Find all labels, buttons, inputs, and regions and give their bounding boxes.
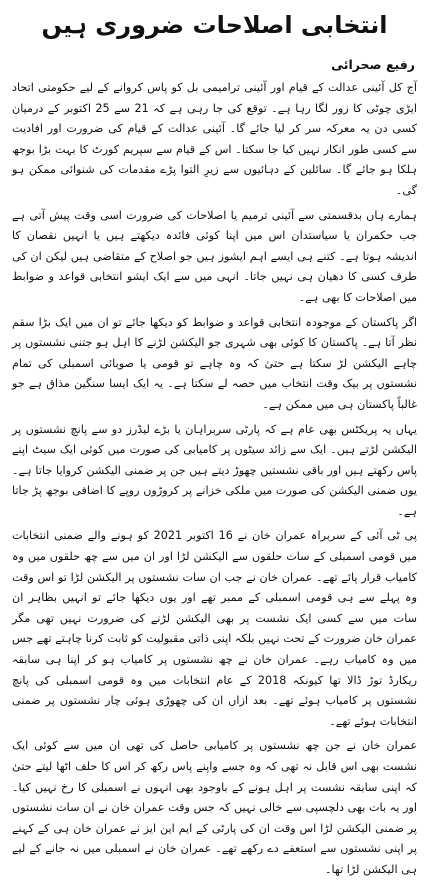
paragraph-5: پی ٹی آئی کے سربراہ عمران خان نے 16 اکتوبر 2021 کو ہونے والے ضمنی انتخابات میں قومی اسمبلی کے سات حلقوں سے الیکشن لڑا اور ان میں سے چھ حلقوں میں وہ کامیاب قرار پائے تھے۔ عمران خان نے جب ان سات نشستوں پر الیکشن لڑا تو اس وقت وہ پہلے سے ہی قومی اسمبلی کے ممبر تھے اور یوں دیکھا جائے تو انہیں بظاہر ان سات میں سے کسی ایک نشست پر بھی الیکشن لڑنے کی ضرورت نہیں تھی مگر عمران خان ضرورت کے تحت نہیں بلکہ اپنی ذاتی مقبولیت کو ثابت کرنا چاہتے تھے جس میں وہ کامیاب رہے۔ عمران خان نے چھ نشستوں پر کامیاب ہو کر اپنا ہی سابقہ ریکارڈ توڑ ڈالا تھا کیونکہ 2018 کے عام انتخابات میں وہ قومی اسمبلی کی پانچ نشستوں پر کامیاب ہوئے تھے۔ بعد ازاں ان کی چھوڑی ہوئی چار نشستوں پر ضمنی انتخابات ہوئے تھے۔ <box>12 529 417 728</box>
paragraph-2: ہمارے ہاں بدقسمتی سے آئینی ترمیم یا اصلاحات کی ضرورت اسی وقت پیش آتی ہے جب حکمران یا سیاستدان اس میں اپنا کوئی فائدہ دیکھتے ہیں یا انہیں نقصان کا اندیشہ ہوتا ہے۔ کتنے ہی ایسے اہم ایشوز ہیں جو اصلاح کے متقاضی ہیں لیکن ان کی طرف کسی کا دھیان ہی نہیں جاتا۔ انہی میں سے ایک ایشو انتخابی قواعد و ضوابط میں اصلاحات کا بھی ہے۔ <box>12 208 417 304</box>
author-byline: رفیع صحرائی <box>331 57 415 72</box>
paragraph-6: عمران خان نے جن چھ نشستوں پر کامیابی حاصل کی تھی ان میں سے کوئی ایک نشست بھی اس قابل نہ تھی کہ وہ جسے واپنے پاس رکھ کر اس کا حلف اٹھا لیتے حتیٰ کہ اپنی سابقہ نشست پر اہل ہونے کے باوجود بھی انہوں نے اسمبلی کا رخ نہیں کیا۔ اور یہ بات بھی دلچسپی سے خالی نہیں کہ جس وقت عمران خان نے ان سات نشستوں پر ضمنی الیکشن لڑا اس وقت ان کی پارٹی کے ایم این ایز نے عمران خان ہی کے کہنے پر اپنی نشستوں سے استعفے دے رکھے تھے۔ عمران خان نے اسمبلی میں نہ جانے کے لیے ہی الیکشن لڑا تھا۔ <box>12 739 417 876</box>
paragraph-3: اگر پاکستان کے موجودہ انتخابی قواعد و ضوابط کو دیکھا جائے تو ان میں ایک بڑا سقم نظر آتا ہے۔ پاکستان کا کوئی بھی شہری جو الیکشن لڑنے کا اہل ہو جتنی نشستوں پر چاہے الیکشن لڑ سکتا ہے حتیٰ کہ وہ چاہے تو قومی یا صوبائی اسمبلی کی تمام نشستوں پر بیک وقت انتخاب میں حصہ لے سکتا ہے۔ یہ ایک ایسا سنگین مذاق ہے جو غالباً پاکستان ہی میں ممکن ہے۔ <box>12 315 417 411</box>
paragraph-4: یہاں یہ پریکٹس بھی عام ہے کہ پارٹی سربراہان یا بڑے لیڈرز دو سے پانچ نشستوں پر الیکشن لڑتے ہیں۔ ایک سے زائد سیٹوں پر کامیابی کی صورت میں کوئی ایک سیٹ اپنے پاس رکھتے ہیں اور باقی نشستیں چھوڑ دیتے ہیں جن پر ضمنی الیکشن کروایا جاتا ہے۔ یوں ضمنی الیکشن کی صورت میں ملکی خزانے پر کروڑوں روپے کا اضافی بوجھ پڑ جاتا ہے۔ <box>12 422 417 518</box>
article-title: انتخابی اصلاحات ضروری ہیں <box>41 11 388 39</box>
paragraph-1: آج کل آئینی عدالت کے قیام اور آئینی ترامیمی بل کو پاس کروانے کے لیے حکومتی اتحاد ایڑی چوٹی کا زور لگا رہا ہے۔ توقع کی جا رہی ہے کہ 21 سے 25 اکتوبر کے درمیان کسی دن یہ معرکہ سر کر لیا جائے گا۔ آئینی عدالت کے قیام کی ضرورت اور افادیت سے کسی طور انکار نہیں کیا جا سکتا۔ اس کے قیام سے سپریم کورٹ کا بہت بڑا بوجھ ہلکا ہو جائے گا۔ سائلین کے دہائیوں سے زیرِ التوا پڑے مقدمات کی شنوائی ممکن ہو گی۔ <box>12 81 417 197</box>
